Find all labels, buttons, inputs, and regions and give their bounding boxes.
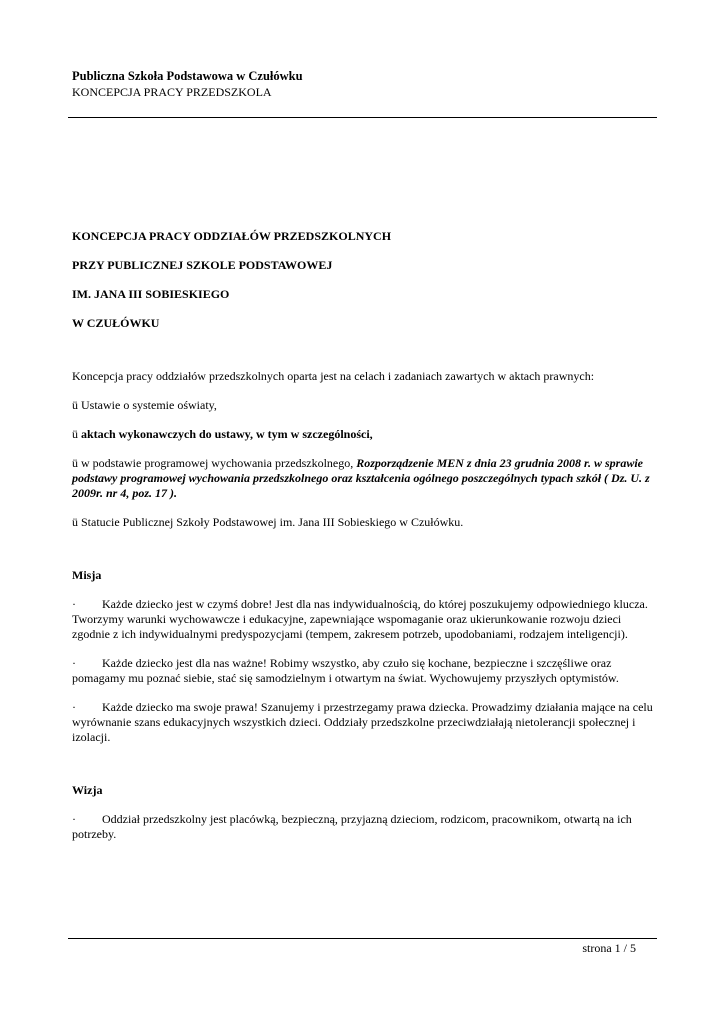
bullet-icon: · [72,597,76,611]
vision-item-1 [72,812,654,842]
school-name: Publiczna Szkoła Podstawowa w Czułówku [72,69,303,83]
page-number: strona 1 / 5 [582,941,636,955]
title-line-2: PRZY PUBLICZNEJ SZKOLE PODSTAWOWEJ [72,258,333,272]
document-body [72,229,654,856]
header-subtitle: KONCEPCJA PRACY PRZEDSZKOLA [72,85,272,99]
mission-item-text: Każde dziecko ma swoje prawa! Szanujemy i przestrzegamy prawa dziecka. Prowadzimy działania mające na celu wyrównanie szans edukacyjnych wszystkich dzieci. Oddziały przedszkolne przeciwdziałają nietolerancji społecznej i izolacji. [72,700,653,744]
legal-item-3-citation: Rozporządzenie MEN z dnia 23 grudnia 2008 r. w sprawie podstawy programowej wychowania przedszkolnego oraz kształcenia ogólnego poszczególnych typach szkół ( Dz. U. z 2009r. nr 4, poz. 17 ). [72,456,650,500]
footer-divider [68,938,657,939]
vision-item-text: Oddział przedszkolny jest placówką, bezpieczną, przyjazną dzieciom, rodzicom, pracownikom, otwartą na ich potrzeby. [72,812,632,841]
title-line-4: W CZUŁÓWKU [72,316,160,330]
legal-item-3-text: ü w podstawie programowej wychowania przedszkolnego, [72,456,357,470]
bullet-icon: · [72,700,76,714]
vision-heading: Wizja [72,783,103,797]
title-line-3: IM. JANA III SOBIESKIEGO [72,287,230,301]
intro-paragraph: Koncepcja pracy oddziałów przedszkolnych oparta jest na celach i zadaniach zawartych w aktach prawnych: [72,369,595,383]
mission-item-2 [72,656,654,686]
mission-heading: Misja [72,568,102,582]
legal-item-2 [72,427,654,442]
bullet-icon: · [72,656,76,670]
legal-item-2-text: aktach wykonawczych do ustawy, w tym w szczególności, [81,427,373,441]
legal-item-2-marker: ü [72,427,81,441]
bullet-icon: · [72,812,76,826]
mission-item-text: Każde dziecko jest w czymś dobre! Jest dla nas indywidualnością, do której poszukujemy odpowiedniego klucza. Tworzymy warunki wychowawcze i edukacyjne, zapewniające wspomaganie oraz ukierunkowanie rozwoju dzieci zgodnie z ich indywidualnymi predyspozycjami (tempem, zakresem potrzeb, upodobaniami, rodzajem inteligencji). [72,597,648,641]
title-line-1: KONCEPCJA PRACY ODDZIAŁÓW PRZEDSZKOLNYCH [72,229,392,243]
page-header [72,69,657,100]
legal-item-1: ü Ustawie o systemie oświaty, [72,398,217,412]
mission-item-text: Każde dziecko jest dla nas ważne! Robimy wszystko, aby czuło się kochane, bezpieczne i szczęśliwe oraz pomagamy mu poznać siebie, stać się samodzielnym i otwartym na świat. Wychowujemy przyszłych optymistów. [72,656,619,685]
header-divider [68,117,657,118]
mission-item-1 [72,597,654,642]
legal-item-4: ü Statucie Publicznej Szkoły Podstawowej im. Jana III Sobieskiego w Czułówku. [72,515,464,529]
mission-item-3 [72,700,654,745]
legal-item-3 [72,456,654,501]
